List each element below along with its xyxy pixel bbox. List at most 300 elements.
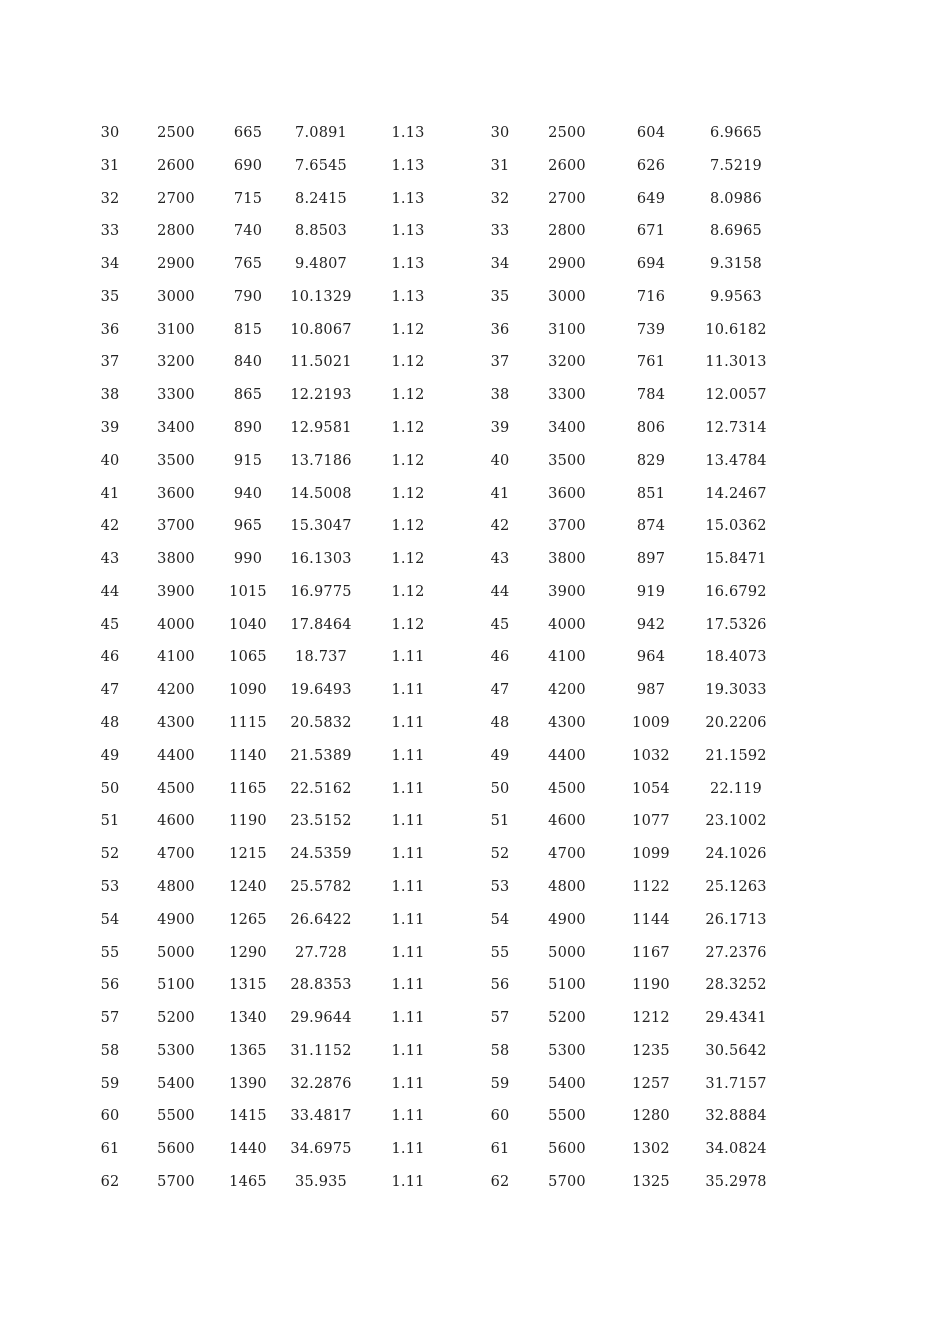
cell-right-value-c: 17.5326 [705,616,767,633]
cell-right-value-c: 15.0362 [705,518,767,535]
cell-right-value-c: 14.2467 [705,485,767,502]
table-row [0,576,950,609]
cell-left-value-b: 1240 [229,878,267,895]
cell-right-index: 33 [490,223,510,240]
cell-right-value-b: 942 [636,616,666,633]
cell-left-value-a: 4100 [157,649,195,666]
cell-right-index: 54 [490,911,510,928]
cell-left-value-b: 1340 [229,1010,267,1027]
cell-left-value-c: 27.728 [295,944,347,961]
cell-left-ratio: 1.12 [391,551,425,568]
cell-left-index: 30 [100,125,120,141]
cell-left-index: 45 [100,616,120,633]
cell-left-value-b: 1165 [229,780,267,797]
cell-right-value-a: 2800 [548,223,586,240]
cell-right-index: 30 [490,125,510,141]
cell-right-index: 62 [490,1173,510,1190]
cell-right-value-b: 1257 [632,1075,670,1092]
cell-left-ratio: 1.11 [391,682,425,699]
cell-left-value-b: 715 [233,190,263,207]
table-row [0,314,950,347]
cell-right-value-a: 5100 [548,977,586,994]
cell-right-index: 34 [490,256,510,273]
cell-right-value-a: 3600 [548,485,586,502]
cell-left-value-c: 12.9581 [290,420,352,437]
table-row [0,937,950,970]
cell-left-index: 34 [100,256,120,273]
cell-left-value-b: 965 [233,518,263,535]
cell-left-ratio: 1.12 [391,387,425,404]
cell-right-value-c: 18.4073 [705,649,767,666]
cell-right-index: 61 [490,1141,510,1158]
table-row [0,969,950,1002]
cell-left-value-a: 3600 [157,485,195,502]
cell-right-value-b: 806 [636,420,666,437]
cell-left-value-b: 890 [233,420,263,437]
cell-left-index: 36 [100,321,120,338]
table-row [0,445,950,478]
cell-left-ratio: 1.12 [391,616,425,633]
cell-right-index: 55 [490,944,510,961]
cell-right-value-c: 35.2978 [705,1173,767,1190]
cell-right-value-b: 1144 [632,911,670,928]
cell-right-value-a: 5200 [548,1010,586,1027]
cell-right-value-b: 1009 [632,715,670,732]
cell-right-value-b: 604 [636,125,666,141]
cell-left-value-a: 3200 [157,354,195,371]
cell-right-value-a: 2900 [548,256,586,273]
cell-left-index: 56 [100,977,120,994]
cell-left-value-b: 765 [233,256,263,273]
cell-right-value-a: 3800 [548,551,586,568]
cell-left-value-b: 1465 [229,1173,267,1190]
cell-right-index: 51 [490,813,510,830]
cell-left-value-a: 3800 [157,551,195,568]
table-row [0,412,950,445]
cell-left-index: 49 [100,747,120,764]
table-row [0,1133,950,1166]
cell-right-value-a: 2500 [548,125,586,141]
cell-left-value-a: 3900 [157,583,195,600]
cell-left-ratio: 1.12 [391,354,425,371]
table-row [0,117,950,150]
cell-left-value-c: 28.8353 [290,977,352,994]
cell-right-value-a: 4800 [548,878,586,895]
cell-right-value-b: 987 [636,682,666,699]
cell-right-value-c: 6.9665 [710,125,762,141]
cell-right-value-b: 739 [636,321,666,338]
table-row [0,674,950,707]
cell-left-value-a: 5200 [157,1010,195,1027]
cell-left-value-b: 1065 [229,649,267,666]
cell-left-value-a: 4500 [157,780,195,797]
cell-right-value-a: 3300 [548,387,586,404]
table-row [0,346,950,379]
cell-right-value-b: 1054 [632,780,670,797]
cell-left-index: 59 [100,1075,120,1092]
cell-left-value-a: 5000 [157,944,195,961]
cell-left-ratio: 1.13 [391,125,425,141]
cell-right-index: 46 [490,649,510,666]
cell-left-value-c: 20.5832 [290,715,352,732]
cell-left-value-c: 17.8464 [290,616,352,633]
cell-left-value-a: 4900 [157,911,195,928]
cell-right-value-a: 3000 [548,288,586,305]
cell-right-value-c: 20.2206 [705,715,767,732]
cell-right-value-c: 15.8471 [705,551,767,568]
cell-left-value-c: 16.1303 [290,551,352,568]
cell-right-value-c: 13.4784 [705,452,767,469]
cell-right-value-c: 7.5219 [710,157,762,174]
cell-right-value-b: 1235 [632,1042,670,1059]
table-row [0,871,950,904]
cell-left-ratio: 1.11 [391,649,425,666]
cell-right-value-b: 649 [636,190,666,207]
cell-left-value-b: 940 [233,485,263,502]
cell-left-ratio: 1.11 [391,1042,425,1059]
cell-right-value-b: 851 [636,485,666,502]
cell-right-index: 56 [490,977,510,994]
cell-right-value-c: 22.119 [710,780,762,797]
cell-right-index: 38 [490,387,510,404]
cell-left-ratio: 1.11 [391,944,425,961]
cell-left-ratio: 1.12 [391,420,425,437]
cell-left-index: 51 [100,813,120,830]
cell-left-index: 41 [100,485,120,502]
cell-left-value-c: 24.5359 [290,846,352,863]
cell-left-value-b: 1015 [229,583,267,600]
cell-left-ratio: 1.12 [391,321,425,338]
cell-right-index: 41 [490,485,510,502]
cell-left-index: 50 [100,780,120,797]
cell-right-value-b: 1325 [632,1173,670,1190]
cell-right-value-c: 12.7314 [705,420,767,437]
cell-left-ratio: 1.11 [391,911,425,928]
cell-right-value-a: 4300 [548,715,586,732]
cell-left-value-b: 740 [233,223,263,240]
cell-left-value-b: 1415 [229,1108,267,1125]
cell-right-index: 35 [490,288,510,305]
table-row [0,183,950,216]
cell-right-value-c: 30.5642 [705,1042,767,1059]
cell-right-value-a: 4400 [548,747,586,764]
cell-right-value-c: 25.1263 [705,878,767,895]
cell-right-index: 44 [490,583,510,600]
cell-left-index: 54 [100,911,120,928]
cell-left-ratio: 1.11 [391,1173,425,1190]
cell-right-value-b: 671 [636,223,666,240]
cell-left-index: 39 [100,420,120,437]
cell-left-value-a: 2500 [157,125,195,141]
cell-left-index: 55 [100,944,120,961]
cell-left-value-a: 3100 [157,321,195,338]
cell-right-value-a: 5500 [548,1108,586,1125]
cell-right-value-b: 964 [636,649,666,666]
cell-left-value-c: 7.0891 [295,125,347,141]
cell-right-index: 45 [490,616,510,633]
cell-left-index: 32 [100,190,120,207]
table-row [0,281,950,314]
cell-left-ratio: 1.11 [391,846,425,863]
cell-left-ratio: 1.12 [391,518,425,535]
cell-left-index: 61 [100,1141,120,1158]
cell-right-index: 31 [490,157,510,174]
table-row [0,904,950,937]
cell-left-value-c: 22.5162 [290,780,352,797]
cell-left-value-c: 16.9775 [290,583,352,600]
cell-left-value-c: 11.5021 [290,354,352,371]
cell-left-index: 53 [100,878,120,895]
cell-right-index: 58 [490,1042,510,1059]
cell-left-value-a: 3400 [157,420,195,437]
cell-right-index: 52 [490,846,510,863]
table-row [0,740,950,773]
cell-right-value-b: 784 [636,387,666,404]
cell-left-value-b: 865 [233,387,263,404]
cell-right-value-a: 5400 [548,1075,586,1092]
cell-left-value-b: 1440 [229,1141,267,1158]
cell-left-value-a: 5400 [157,1075,195,1092]
cell-left-ratio: 1.13 [391,190,425,207]
cell-left-value-a: 3700 [157,518,195,535]
cell-left-index: 42 [100,518,120,535]
cell-right-value-b: 1190 [632,977,670,994]
cell-right-value-b: 761 [636,354,666,371]
cell-right-value-c: 23.1002 [705,813,767,830]
cell-right-index: 43 [490,551,510,568]
cell-left-ratio: 1.11 [391,1141,425,1158]
cell-right-index: 36 [490,321,510,338]
cell-left-value-c: 10.8067 [290,321,352,338]
cell-left-value-a: 5500 [157,1108,195,1125]
cell-left-value-a: 2900 [157,256,195,273]
cell-left-value-c: 8.8503 [295,223,347,240]
cell-right-value-c: 8.0986 [710,190,762,207]
cell-right-value-c: 28.3252 [705,977,767,994]
cell-left-ratio: 1.11 [391,813,425,830]
cell-right-value-a: 2700 [548,190,586,207]
cell-right-value-a: 3900 [548,583,586,600]
cell-left-value-b: 665 [233,125,263,141]
cell-right-value-b: 1032 [632,747,670,764]
table-row [0,707,950,740]
cell-right-index: 53 [490,878,510,895]
cell-left-ratio: 1.11 [391,747,425,764]
cell-right-value-a: 3200 [548,354,586,371]
cell-right-value-b: 1280 [632,1108,670,1125]
table-row [0,248,950,281]
cell-left-value-b: 790 [233,288,263,305]
cell-right-index: 57 [490,1010,510,1027]
table-row [0,641,950,674]
cell-right-value-c: 10.6182 [705,321,767,338]
cell-left-value-b: 1190 [229,813,267,830]
cell-left-index: 46 [100,649,120,666]
cell-left-value-c: 19.6493 [290,682,352,699]
cell-left-index: 60 [100,1108,120,1125]
table-row [0,805,950,838]
cell-right-value-c: 11.3013 [705,354,767,371]
cell-right-index: 60 [490,1108,510,1125]
table-row [0,543,950,576]
cell-right-value-b: 874 [636,518,666,535]
cell-right-value-c: 32.8884 [705,1108,767,1125]
cell-right-value-c: 16.6792 [705,583,767,600]
cell-left-value-a: 3000 [157,288,195,305]
cell-left-value-b: 1315 [229,977,267,994]
cell-left-index: 62 [100,1173,120,1190]
cell-right-value-b: 897 [636,551,666,568]
cell-left-ratio: 1.11 [391,1010,425,1027]
cell-right-value-b: 694 [636,256,666,273]
cell-left-value-c: 14.5008 [290,485,352,502]
cell-right-value-a: 4000 [548,616,586,633]
cell-right-index: 47 [490,682,510,699]
cell-left-value-c: 12.2193 [290,387,352,404]
cell-right-index: 48 [490,715,510,732]
cell-left-value-c: 29.9644 [290,1010,352,1027]
cell-left-value-c: 35.935 [295,1173,347,1190]
cell-left-value-c: 7.6545 [295,157,347,174]
cell-left-value-a: 2700 [157,190,195,207]
cell-left-value-b: 690 [233,157,263,174]
cell-left-value-a: 2800 [157,223,195,240]
cell-left-index: 57 [100,1010,120,1027]
cell-left-value-c: 23.5152 [290,813,352,830]
cell-right-value-b: 626 [636,157,666,174]
cell-left-value-c: 18.737 [295,649,347,666]
cell-left-value-c: 8.2415 [295,190,347,207]
cell-left-value-c: 13.7186 [290,452,352,469]
cell-left-value-a: 4000 [157,616,195,633]
cell-right-index: 59 [490,1075,510,1092]
cell-right-value-a: 4500 [548,780,586,797]
cell-right-value-b: 1099 [632,846,670,863]
cell-left-index: 31 [100,157,120,174]
table-row [0,609,950,642]
cell-left-value-a: 4800 [157,878,195,895]
cell-left-ratio: 1.12 [391,452,425,469]
cell-right-index: 32 [490,190,510,207]
cell-left-ratio: 1.13 [391,256,425,273]
cell-left-index: 52 [100,846,120,863]
table-row [0,773,950,806]
cell-right-value-b: 1077 [632,813,670,830]
cell-left-index: 47 [100,682,120,699]
cell-left-value-c: 9.4807 [295,256,347,273]
cell-right-value-a: 4600 [548,813,586,830]
table-row [0,1100,950,1133]
table-row [0,1002,950,1035]
cell-left-index: 48 [100,715,120,732]
cell-right-value-b: 919 [636,583,666,600]
cell-left-value-b: 1390 [229,1075,267,1092]
cell-right-value-a: 3400 [548,420,586,437]
cell-left-ratio: 1.12 [391,485,425,502]
cell-right-value-c: 19.3033 [705,682,767,699]
cell-right-value-c: 29.4341 [705,1010,767,1027]
cell-left-index: 58 [100,1042,120,1059]
cell-left-value-b: 1215 [229,846,267,863]
cell-left-ratio: 1.11 [391,977,425,994]
cell-left-value-a: 5700 [157,1173,195,1190]
cell-left-value-a: 3500 [157,452,195,469]
cell-left-value-a: 5300 [157,1042,195,1059]
cell-left-value-c: 34.6975 [290,1141,352,1158]
table-row [0,1035,950,1068]
cell-left-index: 37 [100,354,120,371]
table-row [0,379,950,412]
cell-right-value-a: 2600 [548,157,586,174]
cell-left-ratio: 1.11 [391,1108,425,1125]
cell-left-value-a: 4200 [157,682,195,699]
cell-right-index: 50 [490,780,510,797]
cell-left-index: 40 [100,452,120,469]
cell-right-value-b: 716 [636,288,666,305]
cell-right-value-a: 5000 [548,944,586,961]
cell-left-ratio: 1.11 [391,715,425,732]
table-row [0,510,950,543]
cell-right-value-a: 3100 [548,321,586,338]
cell-right-index: 49 [490,747,510,764]
cell-left-index: 38 [100,387,120,404]
cell-right-value-c: 31.7157 [705,1075,767,1092]
cell-left-index: 44 [100,583,120,600]
cell-right-value-b: 1302 [632,1141,670,1158]
cell-left-ratio: 1.13 [391,288,425,305]
cell-left-value-b: 915 [233,452,263,469]
cell-left-ratio: 1.11 [391,1075,425,1092]
cell-right-value-b: 1167 [632,944,670,961]
cell-left-value-b: 990 [233,551,263,568]
cell-right-value-c: 26.1713 [705,911,767,928]
table-row [0,215,950,248]
cell-left-value-a: 4300 [157,715,195,732]
cell-right-value-a: 5600 [548,1141,586,1158]
cell-right-value-a: 5300 [548,1042,586,1059]
cell-left-value-b: 815 [233,321,263,338]
table-row [0,1068,950,1101]
cell-left-ratio: 1.13 [391,223,425,240]
table-row [0,1166,950,1199]
cell-right-value-a: 5700 [548,1173,586,1190]
cell-left-ratio: 1.11 [391,878,425,895]
cell-right-value-c: 9.3158 [710,256,762,273]
cell-left-value-b: 840 [233,354,263,371]
cell-right-index: 40 [490,452,510,469]
cell-right-index: 42 [490,518,510,535]
cell-left-value-c: 33.4817 [290,1108,352,1125]
cell-left-value-c: 26.6422 [290,911,352,928]
cell-left-value-a: 5600 [157,1141,195,1158]
cell-right-value-a: 4200 [548,682,586,699]
cell-right-value-c: 21.1592 [705,747,767,764]
table-row [0,150,950,183]
cell-left-ratio: 1.13 [391,157,425,174]
cell-left-value-a: 2600 [157,157,195,174]
cell-right-value-a: 4100 [548,649,586,666]
cell-left-value-b: 1115 [229,715,267,732]
cell-left-value-c: 32.2876 [290,1075,352,1092]
cell-left-value-b: 1090 [229,682,267,699]
cell-right-value-c: 12.0057 [705,387,767,404]
cell-left-value-a: 3300 [157,387,195,404]
cell-right-value-b: 1122 [632,878,670,895]
cell-right-value-c: 34.0824 [705,1141,767,1158]
table-row [0,478,950,511]
cell-right-value-c: 8.6965 [710,223,762,240]
cell-left-value-b: 1265 [229,911,267,928]
